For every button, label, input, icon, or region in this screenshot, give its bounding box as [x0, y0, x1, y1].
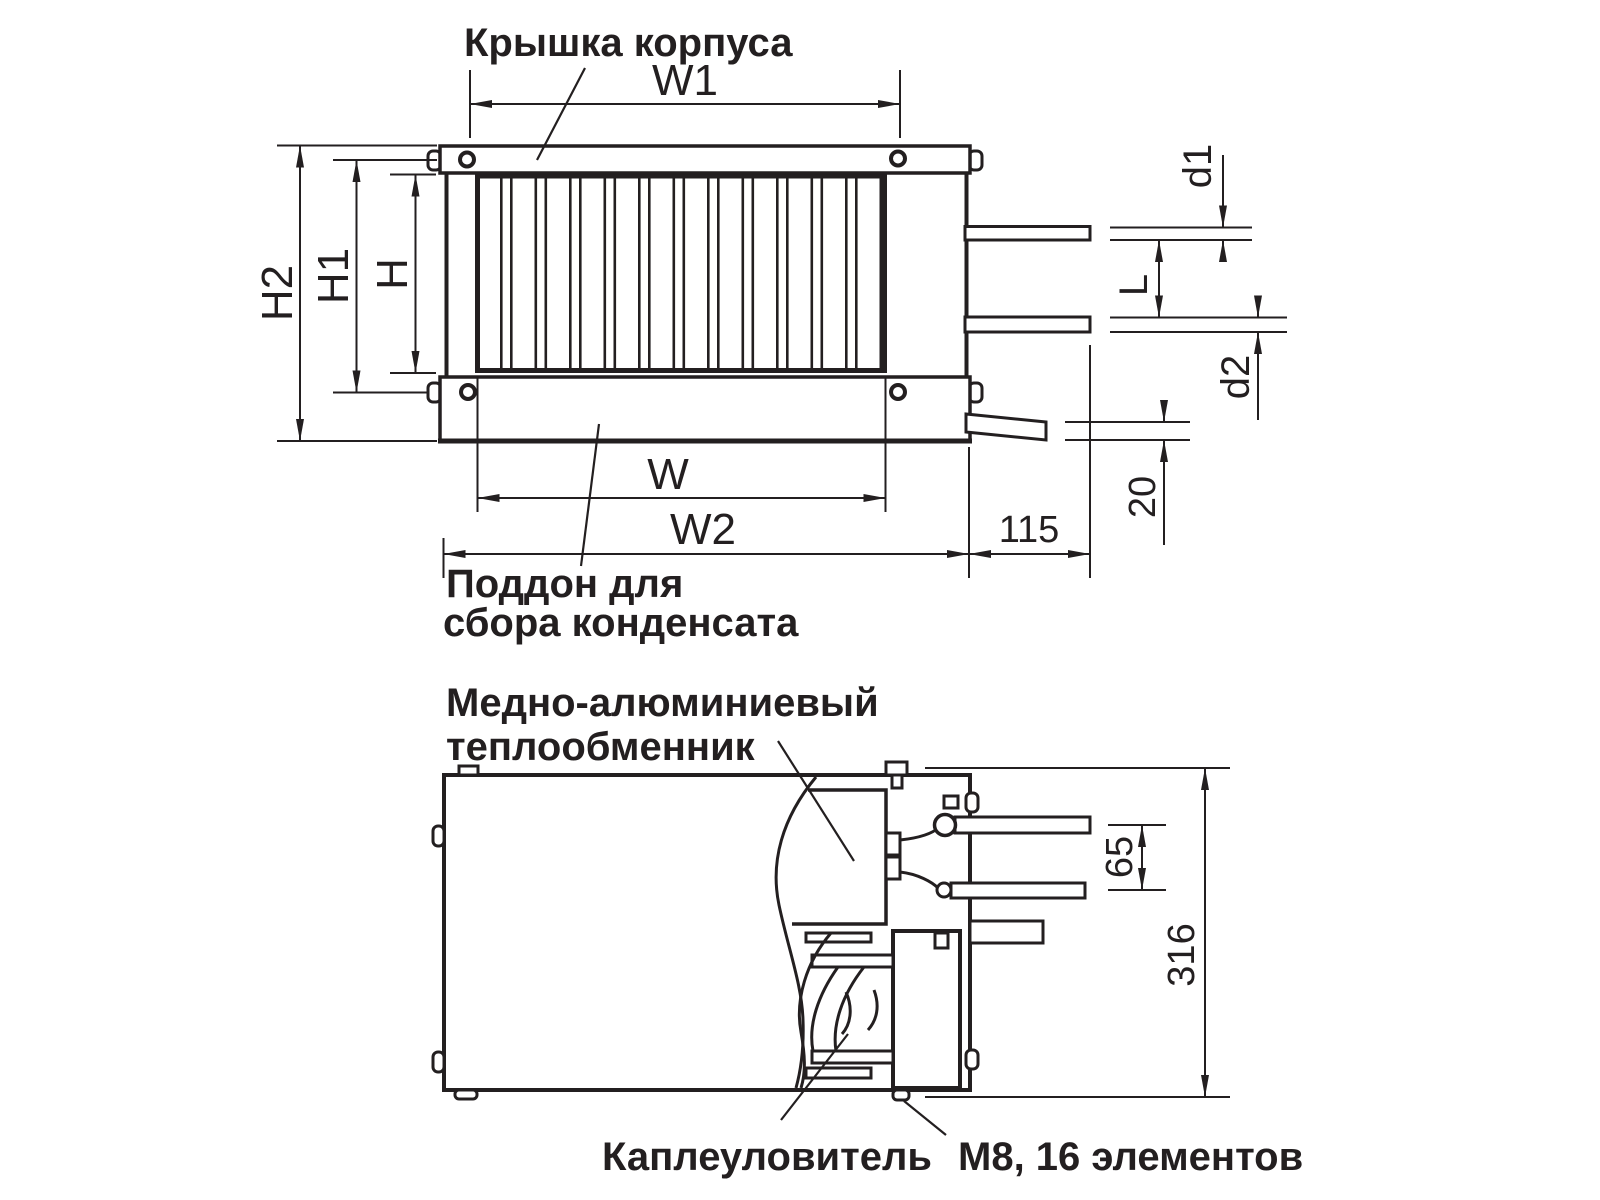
foot-right-m8 — [893, 1090, 909, 1100]
fasteners-label: М8, 16 элементов — [958, 1135, 1304, 1179]
dim-w1-text: W1 — [652, 56, 718, 105]
hx-header-top — [886, 833, 900, 855]
dim-w-text: W — [647, 450, 689, 499]
dim-h1-text: H1 — [309, 247, 358, 305]
side-pipe-top — [955, 817, 1090, 833]
dim-d1-text: d1 — [1176, 143, 1220, 189]
pipe-bottom — [965, 317, 1090, 332]
right-wall-tab-bottom — [966, 1050, 978, 1069]
tray-label-line1: Поддон для — [446, 562, 684, 606]
cover-hole-right — [891, 152, 905, 166]
left-wall-screw-top — [433, 826, 444, 846]
right-wall-tab-top — [966, 793, 978, 812]
eliminator-frame — [893, 931, 960, 1088]
side-drain-stub — [970, 921, 1043, 943]
dim-h-text: H — [368, 258, 417, 290]
cover-label: Крышка корпуса — [464, 21, 793, 65]
eliminator-bar-top1 — [806, 933, 871, 942]
tray-body — [440, 377, 970, 441]
dim-h2-text: H2 — [253, 264, 302, 322]
tray-hole-left — [461, 385, 475, 399]
pipe-union-top — [935, 815, 956, 836]
eliminator-bar-top2 — [812, 955, 893, 967]
pipe-union-bottom — [937, 883, 951, 897]
dim-115-text: 115 — [998, 509, 1060, 551]
dim-d2-text: d2 — [1214, 354, 1258, 400]
hx-header-bottom — [886, 857, 900, 879]
dim-65-text: 65 — [1099, 835, 1141, 879]
top-edge-bolt-stem — [892, 775, 902, 788]
housing-cover — [428, 146, 982, 173]
right-wall-clip-top-inner — [944, 796, 958, 808]
dim-l-text: L — [1112, 273, 1156, 297]
left-wall-screw-bottom — [433, 1052, 444, 1072]
tray-hole-right — [891, 385, 905, 399]
eliminator-bar-bottom1 — [812, 1051, 893, 1063]
dim-20-text: 20 — [1122, 475, 1164, 519]
dim-316-text: 316 — [1161, 923, 1203, 987]
side-pipe-bottom — [951, 883, 1085, 898]
fin-block — [478, 176, 885, 371]
cover-hole-left — [460, 153, 474, 167]
top-edge-bolt-cap — [886, 762, 907, 775]
pipe-top — [965, 227, 1090, 241]
fin-lines — [479, 177, 883, 369]
hx-label-line1: Медно-алюминиевый — [446, 681, 879, 725]
hx-label-line2: теплообменник — [446, 725, 755, 769]
eliminator-frame-notch — [935, 933, 948, 948]
foot-left — [455, 1090, 477, 1099]
condensate-tray — [428, 377, 982, 441]
eliminator-label: Каплеуловитель — [602, 1135, 932, 1179]
tray-label-line2: сбора конденсата — [443, 601, 799, 645]
dim-w2-text: W2 — [670, 505, 736, 554]
